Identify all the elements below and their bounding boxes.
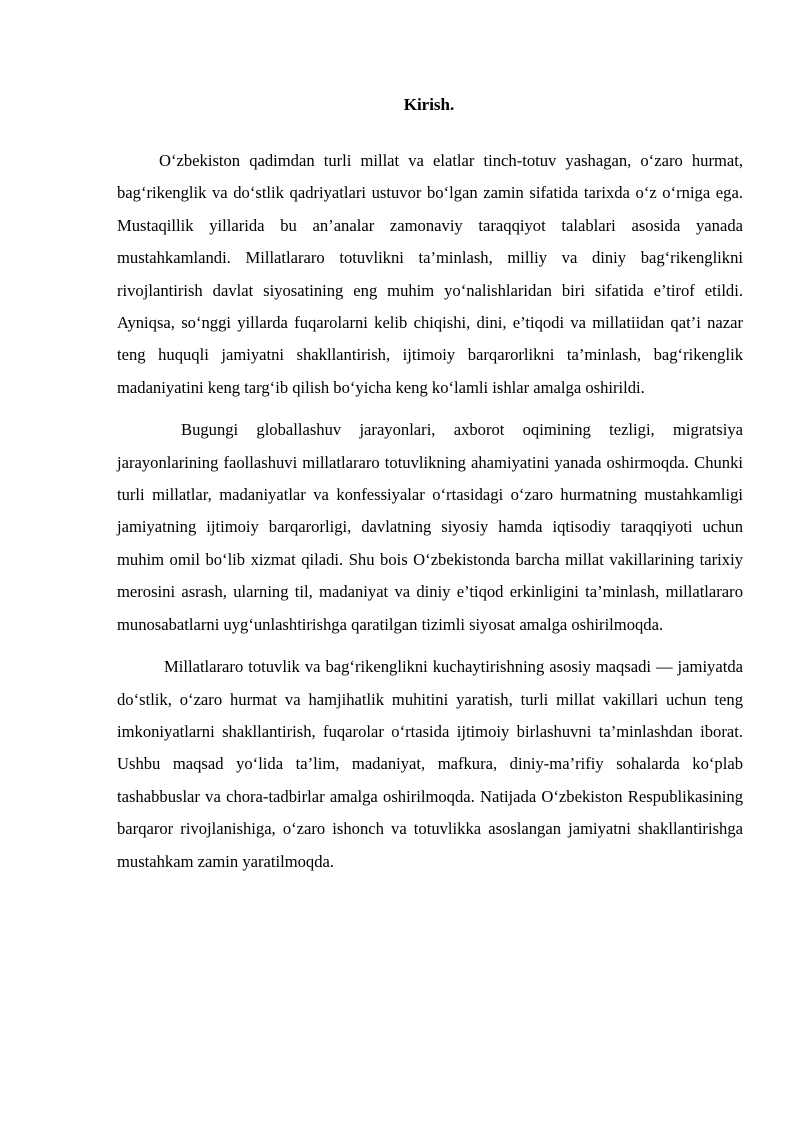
paragraph-3: Millatlararo totuvlik va bag‘rikenglikni kuchaytirishning asosiy maqsadi — jamiyatda do‘stlik, o‘zaro hurmat va hamjihatlik muhitini yaratish, turli millat vakillari uchun teng imkoniyatlarni shakllantirish, fuqarolar o‘rtasida ijtimoiy birlashuvni ta’minlashdan iborat. Ushbu maqsad yo‘lida ta’lim, madaniyat, mafkura, diniy-ma’rifiy sohalarda ko‘plab tashabbuslar va chora-tadbirlar amalga oshirilmoqda. Natijada O‘zbekiston Respublikasining barqaror rivojlanishiga, o‘zaro ishonch va totuvlikka asoslangan jamiyatni shakllantirishga mustahkam zamin yaratilmoqda. [117,657,743,871]
document-body [117,145,743,878]
page-title: Kirish. [403,95,455,114]
paragraph-1: O‘zbekiston qadimdan turli millat va elatlar tinch-totuv yashagan, o‘zaro hurmat, bag‘rikenglik va do‘stlik qadriyatlari ustuvor bo‘lgan zamin sifatida tarixda o‘z o‘rniga ega. Mustaqillik yillarida bu an’analar zamonaviy taraqqiyot talablari asosida yanada mustahkamlandi. Millatlararo totuvlikni ta’minlash, milliy va diniy bag‘rikenglikni rivojlantirish davlat siyosatining eng muhim yo‘nalishlaridan biri sifatida e’tirof etildi. Ayniqsa, so‘nggi yillarda fuqarolarni kelib chiqishi, dini, e’tiqodi va millatiidan qat’i nazar teng huquqli jamiyatni shakllantirish, ijtimoiy barqarorlikni ta’minlash, bag‘rikenglik madaniyatini keng targ‘ib qilish bo‘yicha keng ko‘lamli ishlar amalga oshirildi. [117,151,743,397]
paragraph-2: Bugungi globallashuv jarayonlari, axborot oqimining tezligi, migratsiya jarayonlarining faollashuvi millatlararo totuvlikning ahamiyatini yanada oshirmoqda. Chunki turli millatlar, madaniyatlar va konfessiyalar o‘rtasidagi o‘zaro hurmatning mustahkamligi jamiyatning ijtimoiy barqarorligi, davlatning siyosiy hamda iqtisodiy taraqqiyoti uchun muhim omil bo‘lib xizmat qiladi. Shu bois O‘zbekistonda barcha millat vakillarining tarixiy merosini asrash, ularning til, madaniyat va diniy e’tiqod erkinligini ta’minlash, millatlararo munosabatlarni uyg‘unlashtirishga qaratilgan tizimli siyosat amalga oshirilmoqda. [117,420,743,634]
